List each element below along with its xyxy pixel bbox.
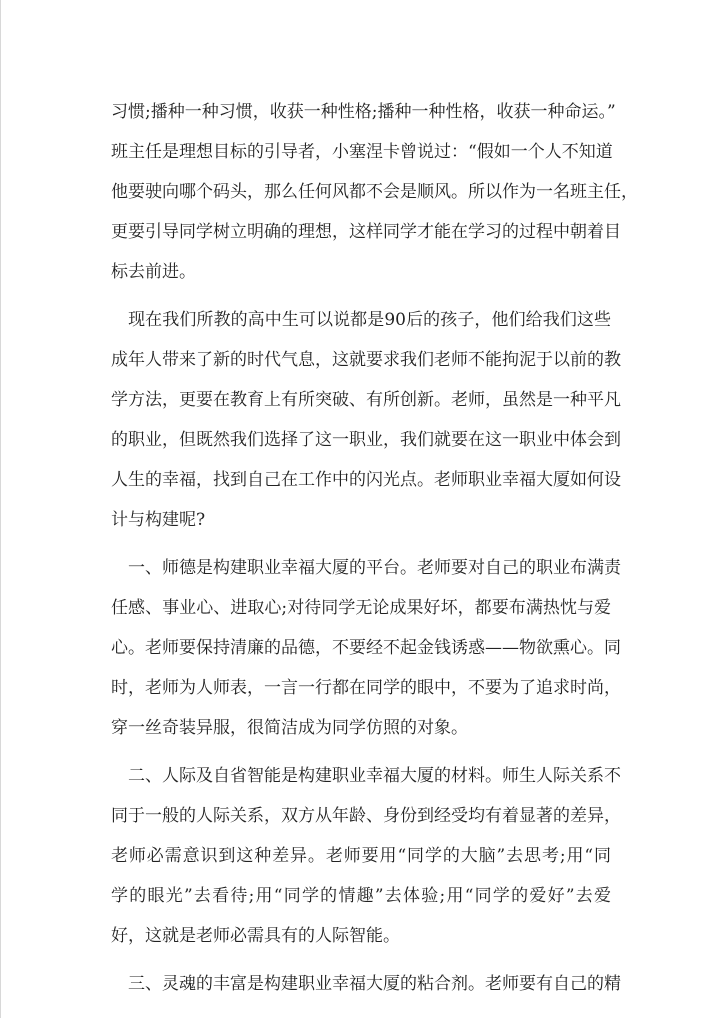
text-line: 同于一般的人际关系，双方从年龄、身份到经受均有着显著的差异， xyxy=(111,806,621,826)
text-line: 人生的幸福，找到自己在工作中的闪光点。老师职业幸福大厦如何设 xyxy=(111,470,621,490)
text-line: 二、人际及自省智能是构建职业幸福大厦的材料。师生人际关系不 xyxy=(111,766,621,786)
paragraph xyxy=(111,756,621,956)
text-line: 现在我们所教的高中生可以说都是90后的孩子，他们给我们这些 xyxy=(111,310,611,330)
text-line: 一、师德是构建职业幸福大厦的平台。老师要对自己的职业布满责 xyxy=(111,558,621,578)
paragraph xyxy=(111,548,621,748)
text-line: 更要引导同学树立明确的理想，这样同学才能在学习的过程中朝着目 xyxy=(111,222,621,242)
text-line: 任感、事业心、进取心;对待同学无论成果好坏，都要布满热忱与爱 xyxy=(111,598,611,618)
text-line: 老师必需意识到这种差异。老师要用“同学的大脑”去思考;用“同 xyxy=(111,846,611,866)
text-line: 他要驶向哪个码头，那么任何风都不会是顺风。所以作为一名班主任， xyxy=(111,182,638,202)
text-line: 心。老师要保持清廉的品德，不要经不起金钱诱惑——物欲熏心。同 xyxy=(111,638,621,658)
document-body xyxy=(111,92,638,1004)
paragraph xyxy=(111,964,621,1004)
text-line: 班主任是理想目标的引导者，小塞涅卡曾说过：“假如一个人不知道 xyxy=(111,142,613,162)
paragraph xyxy=(111,300,621,540)
text-line: 学的眼光”去看待;用“同学的情趣”去体验;用“同学的爱好”去爱 xyxy=(111,886,611,906)
text-line: 时，老师为人师表，一言一行都在同学的眼中，不要为了追求时尚， xyxy=(111,678,621,698)
text-line: 好，这就是老师必需具有的人际智能。 xyxy=(111,926,400,946)
text-line: 计与构建呢? xyxy=(111,510,206,530)
paragraph xyxy=(111,92,638,292)
text-line: 的职业，但既然我们选择了这一职业，我们就要在这一职业中体会到 xyxy=(111,430,621,450)
text-line: 学方法，更要在教育上有所突破、有所创新。老师，虽然是一种平凡 xyxy=(111,390,621,410)
text-line: 成年人带来了新的时代气息，这就要求我们老师不能拘泥于以前的教 xyxy=(111,350,621,370)
text-line: 穿一丝奇装异服，很简洁成为同学仿照的对象。 xyxy=(111,718,468,738)
text-line: 习惯;播种一种习惯，收获一种性格;播种一种性格，收获一种命运。” xyxy=(111,102,616,122)
text-line: 标去前进。 xyxy=(111,262,196,282)
text-line: 三、灵魂的丰富是构建职业幸福大厦的粘合剂。老师要有自己的精 xyxy=(111,974,621,994)
